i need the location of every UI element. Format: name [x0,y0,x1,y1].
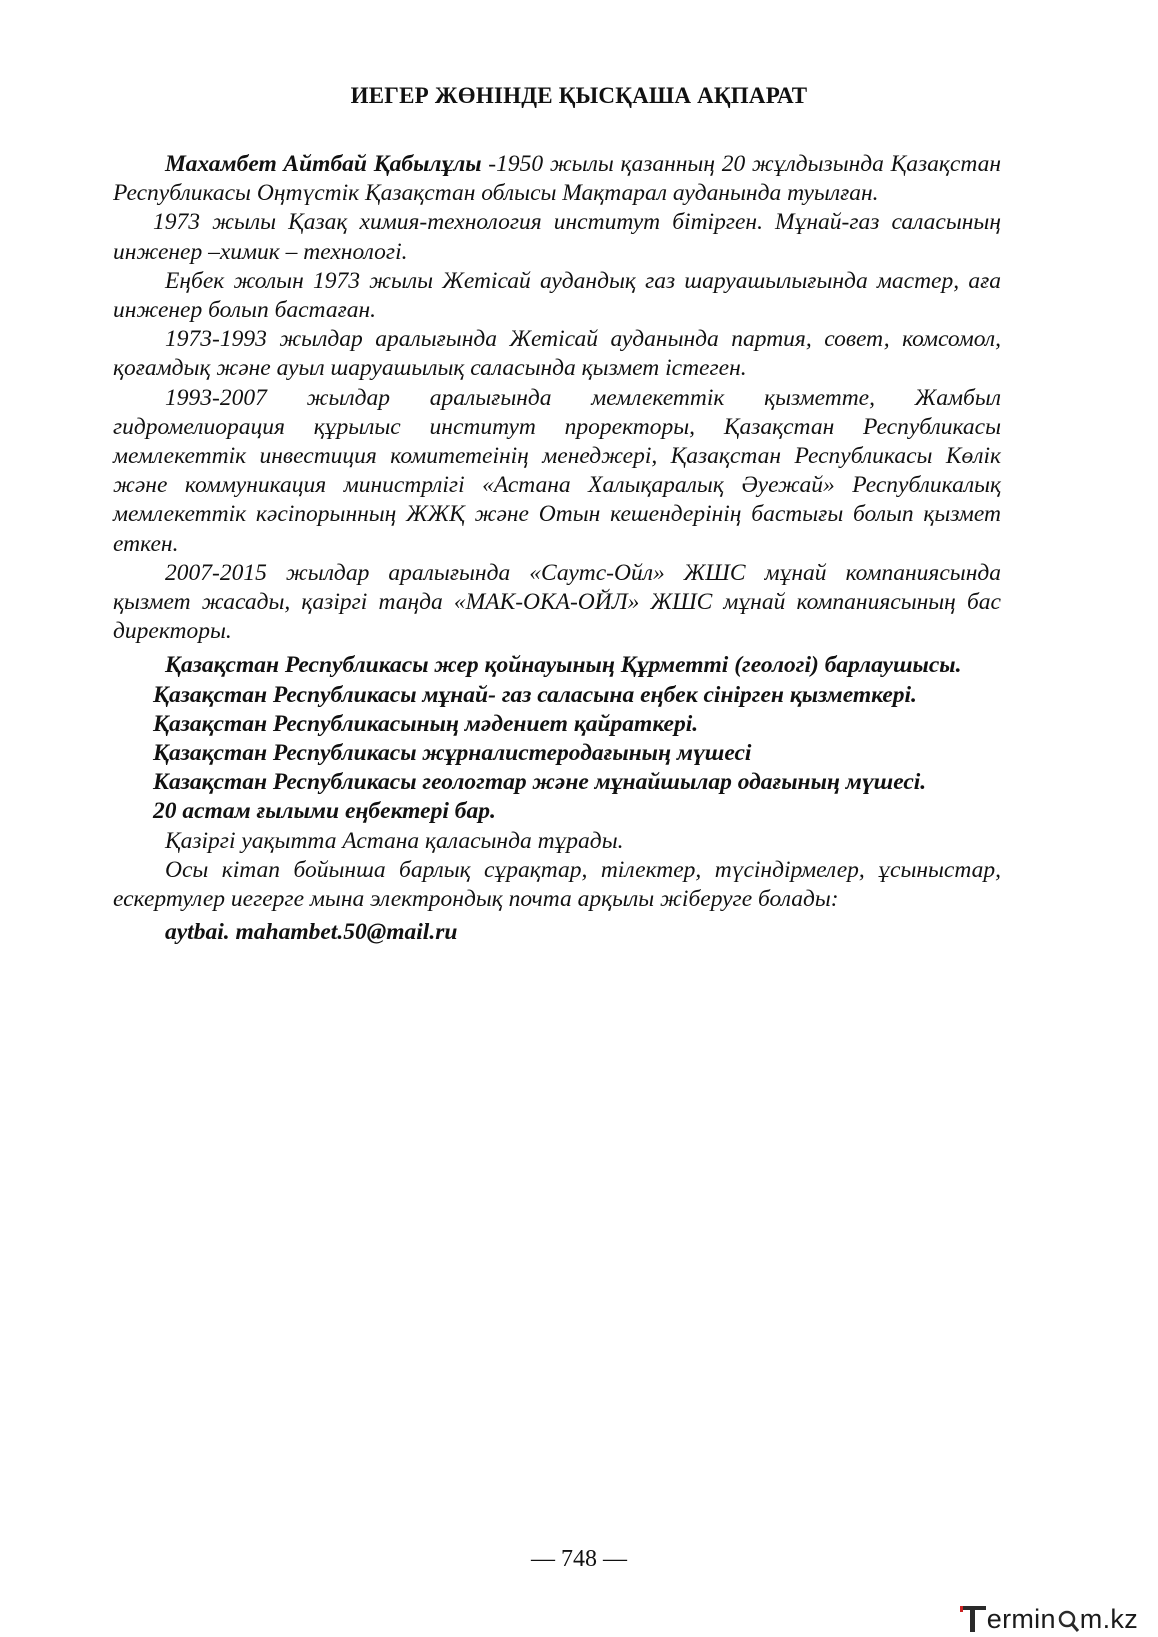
honor-item: Қазақстан Республикасы мұнай- газ саласына еңбек сінірген қызметкері. [153,681,917,708]
page-title: ИЕГЕР ЖӨНІНДЕ ҚЫСҚАША АҚПАРАТ [350,83,808,108]
logo-t-icon [960,1604,986,1634]
paragraph-education: 1973 жылы Қазақ химия-технология институт бітірген. Мұнай-газ саласының инженер –химик – технологі. [113,209,1001,265]
magnifier-o-icon [1057,1606,1079,1632]
contact-note: Осы кітап бойынша барлық сұрақтар, тілектер, түсіндірмелер, ұсыныстар, ескертулер иегерге мына электрондық почта арқылы жіберуге болады: [113,856,1001,913]
contact-email: aytbai. mahambet.50@mail.ru [165,919,458,946]
page-number-dash-left: — [531,1546,555,1572]
residence-text: Қазіргі уақытта Астана қаласында тұрады. [165,827,624,854]
page-number-value: 748 [561,1546,597,1572]
paragraph-career-start: Еңбек жолын 1973 жылы Жетісай аудандық газ шаруашылығында мастер, аға инженер болып бастаған. [113,267,1001,324]
paragraph-1973-1993: 1973-1993 жылдар аралығында Жетісай ауданында партия, совет, комсомол, қоғамдық және ауыл шаруашылық саласында қызмет істеген. [113,326,1001,382]
watermark-logo [960,1603,1138,1635]
honor-item: Қазақстан Республикасының мәдениет қайраткері. [153,710,699,737]
honor-item: Казақстан Республикасы геологтар және мұнайшылар одағының мүшесі. [153,769,927,796]
intro-paragraph [113,150,1001,208]
honor-item: Қазақстан Республикасы жұрналистеродағының мүшесі [153,740,752,767]
page-number [0,1546,1158,1573]
author-name: Махамбет Айтбай Қабылұлы [165,151,482,177]
paragraph-1993-2007: 1993-2007 жылдар аралығында мемлекеттік қызметте, Жамбыл гидромелиорация құрылыс институт проректоры, Қазақстан Республикасы мемлекеттік инвестиция комитетеінің менеджері, Қазақстан Республикасы Көлік және коммуникация министрлігі «Астана Халықаралық Әуежай» Республикалық мемлекеттік кәсіпорынның ЖЖҚ және Отын кешендерінің бастығы болып қызмет еткен. [113,384,1001,557]
page-number-dash-right: — [603,1546,627,1572]
logo-text-right: m.kz [1079,1603,1138,1634]
honor-item: 20 астам ғылыми еңбектері бар. [153,798,496,825]
paragraph-2007-2015: 2007-2015 жылдар аралығында «Саутс-Ойл» ЖШС мұнай компаниясында қызмет жасады, қазіргі таңда «МАК-ОКА-ОЙЛ» ЖШС мұнай компаниясының бас директоры. [113,559,1001,645]
biography-text [113,150,1001,947]
logo-text-left: ermin [986,1603,1056,1634]
intro-text: -1950 жылы қазанның 20 жұлдызында Қазақстан Республикасы Оңтүстік Қазақстан облысы Мақтарал ауданында туылған. [113,151,1001,207]
honor-item: Қазақстан Республикасы жер қойнауының Құрметті (геологі) барлаушысы. [165,652,962,679]
